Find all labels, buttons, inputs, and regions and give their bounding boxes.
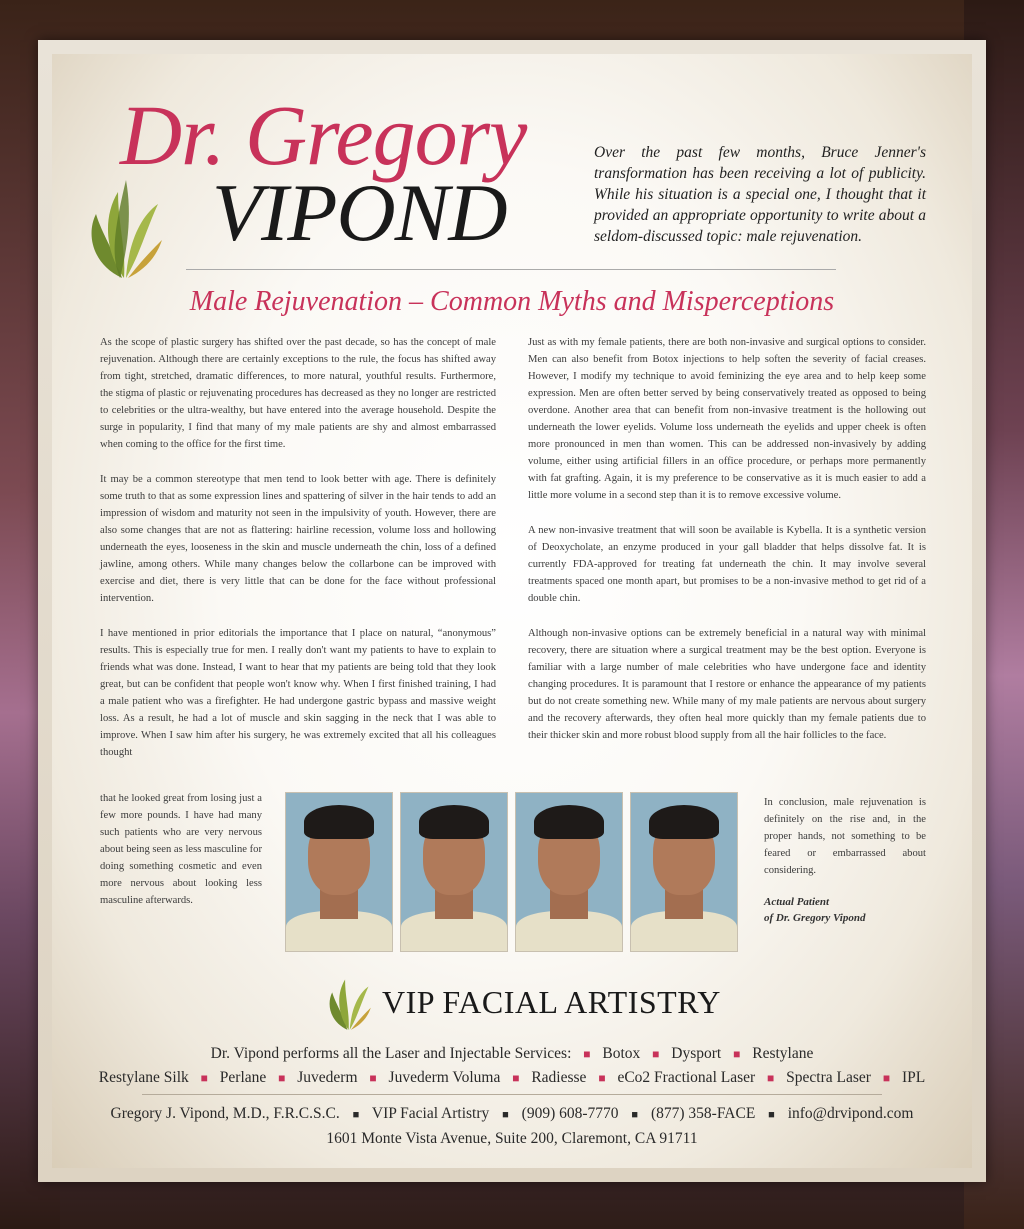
patient-photo-angle-right xyxy=(630,792,738,952)
service-item: Botox xyxy=(602,1045,641,1062)
patient-photo-angle-left xyxy=(400,792,508,952)
caption-line: Actual Patient xyxy=(764,896,830,908)
paragraph-continuation: that he looked great from losing just a few more pounds. I have had many such patients who are very nervous about being seen as less masculine for doing something cosmetic and even more nervous about looking less masculine afterwards. xyxy=(100,793,262,906)
article-page xyxy=(52,54,972,1168)
bullet-icon: ■ xyxy=(768,1109,775,1121)
paragraph: Just as with my female patients, there are both non-invasive and surgical options to consider. Men can also benefit from Botox injections to help soften the severity of facial creases. However, I modify my technique to avoid feminizing the eye area and to help keep some expression. Men are often better served by being conservatively treated as opposed to being overdone. Another area that can benefit from non-invasive treatment is the hollowing out underneath the lower eyelids. Volume loss underneath the eyelids and upper cheek is often more pronounced in men than women. This can be addressed non-invasively by adding volume, either using artificial fillers in an office procedure, or perhaps more permanently with fat grafting. Again, it is my preference to be conservative as it is much easier to add a little more volume in a second step than it is to remove excessive volume. xyxy=(528,337,926,501)
photo-caption xyxy=(764,894,934,926)
header-divider xyxy=(186,269,836,270)
patient-photo-profile-left xyxy=(285,792,393,952)
doctor-last-name: VIPOND xyxy=(212,167,507,258)
bullet-icon: ■ xyxy=(598,1071,606,1085)
patient-photo-front xyxy=(515,792,623,952)
service-item: Spectra Laser xyxy=(786,1069,871,1086)
page-frame xyxy=(38,40,986,1182)
phone-number: (909) 608-7770 xyxy=(521,1105,619,1122)
email-address: info@drvipond.com xyxy=(787,1105,914,1122)
contact-line xyxy=(52,1102,972,1127)
leaf-logo-icon xyxy=(82,174,164,280)
bullet-icon: ■ xyxy=(583,1047,591,1061)
bullet-icon: ■ xyxy=(369,1071,377,1085)
article-title: Male Rejuvenation – Common Myths and Misperceptions xyxy=(189,286,835,317)
paragraph: It may be a common stereotype that men tend to look better with age. There is definitely some truth to that as some expression lines and spattering of silver in the hair tends to add an impression of wisdom and maturity not seen in the impulsivity of youth. However, there are also some changes that are not as flattering: hairline recession, volume loss and hollowing underneath the eyes, looseness in the skin and muscle underneath the chin, loss of a defined jawline, among others. While many changes below the collarbone can be improved with exercise and diet, there is very little that can be done for the face without professional intervention. xyxy=(100,474,496,604)
service-item: Restylane xyxy=(752,1045,814,1062)
service-item: Dysport xyxy=(671,1045,722,1062)
leaf-logo-icon xyxy=(324,968,372,1032)
service-item: Juvederm Voluma xyxy=(388,1069,501,1086)
doctor-credentials: Gregory J. Vipond, M.D., F.R.C.S.C. xyxy=(110,1105,340,1122)
bullet-icon: ■ xyxy=(352,1109,360,1121)
service-item: IPL xyxy=(901,1069,926,1086)
bullet-icon: ■ xyxy=(767,1071,775,1085)
footer-divider xyxy=(142,1094,882,1095)
article-column-right xyxy=(528,334,926,762)
intro-paragraph: Over the past few months, Bruce Jenner's transformation has been receiving a lot of publicity. While his situation is a special one, I thought that it provided an appropriate opportunity to write about a seldom-discussed topic: male rejuvenation. xyxy=(594,144,926,245)
service-item: Juvederm xyxy=(297,1069,358,1086)
address: 1601 Monte Vista Avenue, Suite 200, Claremont, CA 91711 xyxy=(326,1130,698,1147)
services-line xyxy=(52,1066,972,1090)
bullet-icon: ■ xyxy=(278,1071,286,1085)
conclusion-paragraph: In conclusion, male rejuvenation is definitely on the rise and, in the proper hands, not something to be feared or embarrassed about considering. xyxy=(764,797,926,876)
service-item: eCo2 Fractional Laser xyxy=(617,1069,756,1086)
bullet-icon: ■ xyxy=(502,1109,509,1121)
bullet-icon: ■ xyxy=(631,1109,639,1121)
bullet-icon: ■ xyxy=(733,1047,741,1061)
bullet-icon: ■ xyxy=(200,1071,208,1085)
article-column-left xyxy=(100,334,496,779)
service-item: Radiesse xyxy=(531,1069,587,1086)
service-item: Perlane xyxy=(219,1069,267,1086)
service-item: Restylane Silk xyxy=(98,1069,189,1086)
services-intro: Dr. Vipond performs all the Laser and Injectable Services: xyxy=(210,1045,572,1062)
services-line xyxy=(52,1042,972,1066)
bullet-icon: ■ xyxy=(512,1071,520,1085)
paragraph: Although non-invasive options can be extremely beneficial in a natural way with minimal recovery, there are situation where a surgical treatment may be the best option. Everyone is familiar with a large number of male celebrities who have undergone face and identity changing procedures. It is paramount that I restore or enhance the appearance of my patients but do not create something new. While many of my male patients are nervous about surgery and the recovery afterwards, they often heal more quickly than my female patients due to their thicker skin and more robust blood supply from all the hair follicles to the face. xyxy=(528,628,926,741)
bullet-icon: ■ xyxy=(652,1047,660,1061)
paragraph: A new non-invasive treatment that will soon be available is Kybella. It is a synthetic version of Deoxycholate, an enzyme produced in your gall bladder that helps dissolve fat. It is currently FDA-approved for treating fat underneath the chin. It may involve several treatments spaced one month apart, but promises to be a non-invasive method to get rid of a double chin. xyxy=(528,525,926,604)
doctor-first-name: Dr. Gregory xyxy=(120,87,527,183)
bullet-icon: ■ xyxy=(882,1071,891,1085)
contact-info xyxy=(52,1102,972,1150)
services-list xyxy=(52,1042,972,1090)
caption-line: of Dr. Gregory Vipond xyxy=(764,912,866,924)
paragraph: I have mentioned in prior editorials the importance that I place on natural, “anonymous” results. This is especially true for men. I really don't want my patients to have to explain to friends what was done. Instead, I want to hear that my patients are being told that they look great, but can be confident that people won't know why. When I first finished training, I had a male patient who was a firefighter. He had undergone gastric bypass and massive weight loss. As a result, he had a lot of muscle and skin sagging in the neck that I was able to improve. When I saw him after his surgery, he was extremely excited that all his colleagues thought xyxy=(100,628,496,758)
practice-name: VIP Facial Artistry xyxy=(371,1105,490,1122)
brand-name: VIP FACIAL ARTISTRY xyxy=(382,984,721,1020)
phone-number: (877) 358-FACE xyxy=(650,1105,756,1122)
paragraph: As the scope of plastic surgery has shifted over the past decade, so has the concept of male rejuvenation. Although there are certainly exceptions to the rule, the focus has shifted away from tight, stretched, dramatic differences, to more natural, youthful results. Furthermore, the stigma of plastic or rejuvenating procedures has decreased as they no longer are restricted to celebrities or the ultra-wealthy, but have entered into the average household. Despite the surge in popularity, I find that many of my male patients are shy and almost embarrassed when coming to the office for the first time. xyxy=(100,337,496,450)
